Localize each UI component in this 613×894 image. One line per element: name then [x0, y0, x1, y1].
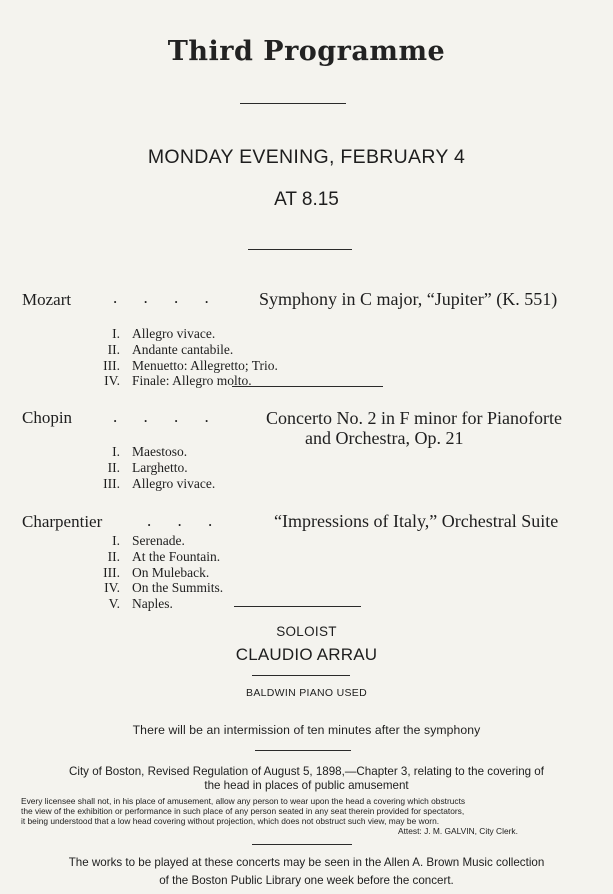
- piano-note: BALDWIN PIANO USED: [246, 687, 367, 699]
- date-line: MONDAY EVENING, FEBRUARY 4: [147, 146, 466, 168]
- movement-item: [80, 533, 223, 549]
- divider: [234, 606, 361, 607]
- work-title: Symphony in C major, “Jupiter” (K. 551): [259, 289, 558, 309]
- movement-number: II.: [107, 548, 120, 564]
- movement-item: [80, 444, 215, 460]
- movement-name: On the Summits.: [132, 580, 224, 596]
- divider: [248, 249, 352, 250]
- movement-name: Maestoso.: [132, 444, 188, 459]
- regulation-body-line2: the view of the exhibition or performance in such place of any person seated in any seat therein provided for spectators,: [21, 806, 465, 816]
- composer-name: Mozart: [22, 290, 72, 309]
- movement-number: I.: [112, 533, 120, 548]
- page-title: Third Programme: [167, 36, 446, 67]
- movement-number: II.: [107, 459, 120, 475]
- movement-item: [80, 596, 223, 612]
- work-title-line1: Concerto No. 2 in F minor for Pianoforte: [266, 408, 562, 428]
- composer-name: Chopin: [22, 408, 73, 427]
- movement-name: Menuetto: Allegretto; Trio.: [132, 357, 278, 373]
- movement-name: Allegro vivace.: [132, 326, 216, 341]
- movement-name: Andante cantabile.: [132, 341, 234, 357]
- movement-name: On Muleback.: [132, 564, 210, 580]
- movement-item: [80, 476, 215, 492]
- movement-number: III.: [103, 475, 120, 491]
- movement-number: III.: [103, 564, 120, 580]
- leader-dots: . . .: [147, 511, 213, 530]
- work-title-line2: and Orchestra, Op. 21: [305, 428, 464, 448]
- movement-name: Allegro vivace.: [132, 475, 216, 491]
- movement-item: [80, 549, 223, 565]
- regulation-body-line3: it being understood that a low head covering without projection, which does not obstruct such view, may be worn.: [21, 816, 440, 826]
- regulation-attest: Attest: J. M. GALVIN, City Clerk.: [398, 826, 518, 836]
- movement-item: [80, 342, 278, 358]
- movement-name: Finale: Allegro molto.: [132, 373, 252, 389]
- work-title: “Impressions of Italy,” Orchestral Suite: [274, 511, 559, 531]
- regulation-body-line1: Every licensee shall not, in his place of amusement, allow any person to wear upon the head a covering which obstructs: [21, 796, 466, 806]
- divider: [252, 844, 352, 845]
- divider: [252, 675, 350, 676]
- movement-number: V.: [108, 596, 120, 612]
- movement-item: [80, 565, 223, 581]
- leader-dots: . . . .: [113, 288, 209, 307]
- movement-number: I.: [112, 444, 120, 459]
- footer-line1: The works to be played at these concerts may be seen in the Allen A. Brown Music collection: [68, 856, 545, 869]
- movement-item: [80, 326, 278, 342]
- soloist-label: SOLOIST: [276, 624, 337, 639]
- movement-item: [80, 358, 278, 374]
- divider: [255, 750, 351, 751]
- divider: [240, 103, 346, 104]
- movement-item: [80, 580, 223, 596]
- time-line: AT 8.15: [274, 189, 339, 210]
- regulation-heading-line2: the head in places of public amusement: [204, 779, 409, 792]
- movement-number: IV.: [104, 580, 120, 596]
- movement-list: [80, 444, 215, 491]
- movement-number: I.: [112, 326, 120, 341]
- movement-name: Naples.: [132, 596, 173, 612]
- movement-list: [80, 326, 278, 389]
- movement-name: Larghetto.: [132, 459, 188, 475]
- movement-list: [80, 533, 223, 612]
- composer-name: Charpentier: [22, 512, 103, 531]
- leader-dots: . . . .: [113, 407, 209, 426]
- movement-name: At the Fountain.: [132, 548, 221, 564]
- soloist-name: CLAUDIO ARRAU: [235, 645, 378, 664]
- footer-line2: of the Boston Public Library one week before the concert.: [159, 874, 454, 887]
- intermission-note: There will be an intermission of ten minutes after the symphony: [132, 723, 481, 737]
- movement-item: [80, 460, 215, 476]
- movement-name: Serenade.: [132, 533, 185, 548]
- movement-number: IV.: [104, 373, 120, 389]
- regulation-heading-line1: City of Boston, Revised Regulation of August 5, 1898,—Chapter 3, relating to the covering of: [69, 765, 544, 778]
- movement-number: III.: [103, 357, 120, 373]
- divider: [232, 386, 383, 387]
- movement-number: II.: [107, 341, 120, 357]
